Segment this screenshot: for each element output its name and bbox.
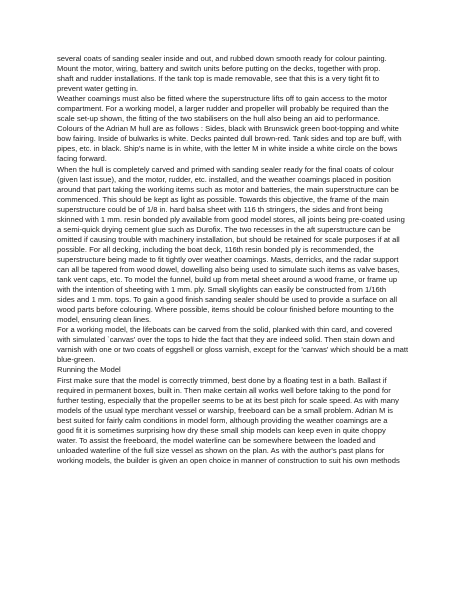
- text-line: scale set-up shown, the fitting of the two stabilisers on the hull also being an aid to performance.: [57, 114, 380, 124]
- text-line: further testing, especially that the propeller seems to be at its best pitch for scale speed. As with many: [57, 395, 399, 405]
- text-line: working models, the builder is given an open choice in manner of construction to suit his own methods: [57, 455, 400, 465]
- text-line: compartment. For a working model, a larger rudder and propeller will probably be required than the: [57, 104, 389, 114]
- text-line: Colours of the Adrian M hull are as follows : Sides, black with Brunswick green boot-topping and white: [57, 124, 399, 134]
- text-line: skinned with 1 mm. resin bonded ply available from good model stores, all joints being pre-coated using: [57, 214, 405, 224]
- text-line: model, ensuring clean lines.: [57, 315, 152, 325]
- text-line: superstructure could be of 1/8 in. hard balsa sheet with 116 th stringers, the sides and front being: [57, 204, 383, 214]
- text-line: Mount the motor, wiring, battery and switch units before putting on the decks, together with prop.: [57, 64, 381, 74]
- text-line: models of the usual type merchant vessel or warship, freeboard can be a small problem. Adrian M is: [57, 405, 393, 415]
- text-line: water. To assist the freeboard, the model waterline can be somewhere between the loaded and: [57, 435, 376, 445]
- text-line: possible. For all decking, including the boat deck, 116th resin bonded ply is recommended, the: [57, 244, 374, 254]
- text-line: best suited for fairly calm conditions in model form, although providing the weather coamings are a: [57, 415, 388, 425]
- text-line: Weather coamings must also be fitted where the superstructure lifts off to gain access to the motor: [57, 94, 388, 104]
- text-line: wood parts before colouring. Where possible, items should be colour finished before mounting to the: [57, 305, 394, 315]
- text-line: good fit it is sometimes surprising how dry these small ship models can keep even in quite choppy: [57, 425, 386, 435]
- text-line: required in permanent boxes, built in. Then make certain all works well before taking to the pond for: [57, 385, 391, 395]
- text-line: For a working model, the lifeboats can be carved from the solid, planked with thin card, and covered: [57, 325, 393, 335]
- text-line: several coats of sanding sealer inside and out, and rubbed down smooth ready for colour painting.: [57, 54, 387, 63]
- body-text: [57, 54, 431, 466]
- text-line: pipes, etc. in black. Ship's name is in white, with the letter M in white inside a white circle on the bows: [57, 144, 398, 154]
- text-line: tank vent caps, etc. To model the funnel, build up from metal sheet around a wood frame, or frame up: [57, 275, 398, 285]
- section-heading: Running the Model: [57, 365, 121, 375]
- text-line: unloaded waterline of the full size vessel as shown on the plan. As with the author's past plans for: [57, 445, 385, 455]
- text-line: superstructure being made to fit tightly over weather coamings. Masts, derricks, and the radar support: [57, 254, 399, 264]
- text-line: can all be tapered from wood dowel, dowelling also being used to simulate such items as valve bases,: [57, 264, 400, 274]
- text-line: around that part taking the working items such as motor and batteries, the main superstructure can be: [57, 184, 399, 194]
- text-line: with the intention of sheeting with 1 mm. ply. Small skylights can easily be constructed from 1/16th: [57, 285, 387, 295]
- text-line: commenced. This should be kept as light as possible. Towards this objective, the frame of the main: [57, 194, 389, 204]
- text-line: with simulated `canvas' over the tops to hide the fact that they are indeed solid. Then stain down and: [57, 335, 395, 345]
- text-line: (given last issue), and the motor, rudder, etc. installed, and the weather coamings placed in position: [57, 174, 391, 184]
- text-line: When the hull is completely carved and primed with sanding sealer ready for the final coats of colour: [57, 164, 394, 174]
- text-line: blue-green.: [57, 355, 96, 365]
- text-line: bow fairing. Inside of bulwarks is white. Decks painted dull brown-red. Tank sides and top are buff, with: [57, 134, 402, 144]
- text-line: omitted if causing trouble with machinery installation, but should be retained for scale purposes if at all: [57, 234, 400, 244]
- text-line: facing forward.: [57, 154, 107, 164]
- text-line: prevent water getting in.: [57, 84, 139, 94]
- text-line: a semi-quick drying cement glue such as Durofix. The two recesses in the aft superstructure can be: [57, 224, 391, 234]
- text-line: First make sure that the model is correctly trimmed, best done by a floating test in a bath. Ballast if: [57, 375, 387, 385]
- text-line: shaft and rudder installations. If the tank top is made removable, see that this is a very tight fit to: [57, 74, 380, 84]
- text-line: sides and 1 mm. tops. To gain a good finish sanding sealer should be used to provide a surface on all: [57, 295, 398, 305]
- text-line: varnish with one or two coats of eggshell or gloss varnish, except for the 'canvas' which should be a matt: [57, 345, 409, 355]
